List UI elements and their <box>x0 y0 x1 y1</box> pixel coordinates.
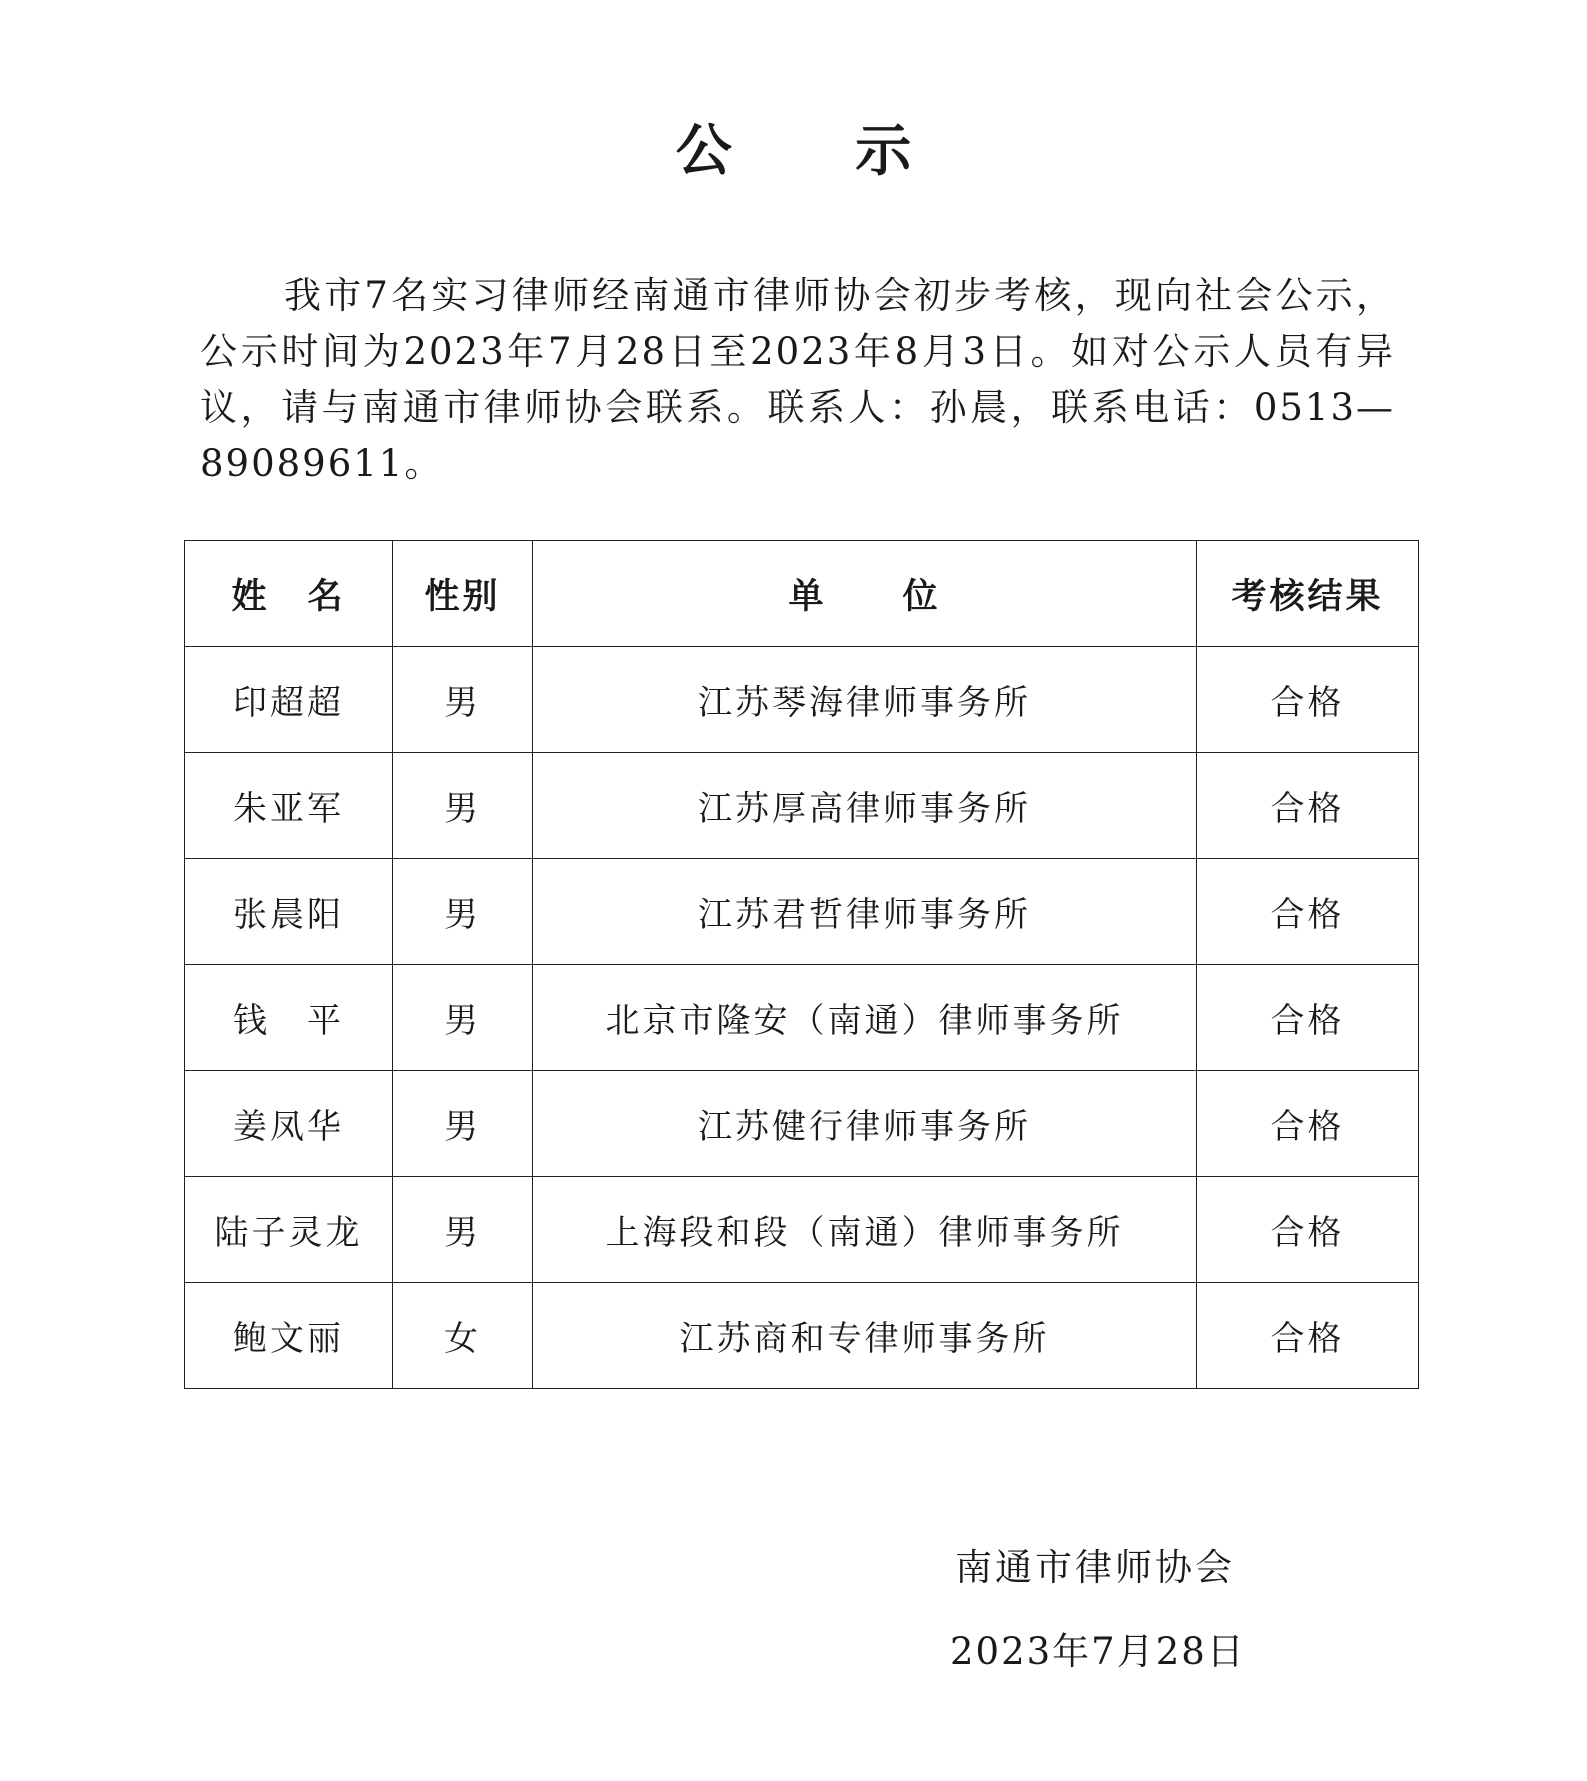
cell-unit: 江苏健行律师事务所 <box>533 1071 1197 1177</box>
cell-result: 合格 <box>1197 965 1419 1071</box>
cell-unit: 北京市隆安（南通）律师事务所 <box>533 965 1197 1071</box>
header-gender: 性别 <box>393 541 533 647</box>
cell-unit: 上海段和段（南通）律师事务所 <box>533 1177 1197 1283</box>
cell-gender: 男 <box>393 859 533 965</box>
cell-name: 朱亚军 <box>185 753 393 859</box>
cell-result: 合格 <box>1197 859 1419 965</box>
signature-date: 2023年7月28日 <box>950 1630 1246 1673</box>
table-row <box>185 1283 1419 1389</box>
cell-gender: 女 <box>393 1283 533 1389</box>
cell-gender: 男 <box>393 1177 533 1283</box>
cell-name: 姜凤华 <box>185 1071 393 1177</box>
results-table <box>184 540 1419 1389</box>
table-row <box>185 647 1419 753</box>
cell-result: 合格 <box>1197 1283 1419 1389</box>
cell-result: 合格 <box>1197 647 1419 753</box>
cell-result: 合格 <box>1197 1177 1419 1283</box>
cell-name: 印超超 <box>185 647 393 753</box>
cell-gender: 男 <box>393 1071 533 1177</box>
cell-name: 张晨阳 <box>185 859 393 965</box>
cell-result: 合格 <box>1197 753 1419 859</box>
intro-paragraph: 我市7名实习律师经南通市律师协会初步考核，现向社会公示，公示时间为2023年7月28日至2023年8月3日。如对公示人员有异议，请与南通市律师协会联系。联系人：孙晨，联系电话：0513—89089611。 <box>200 274 1395 485</box>
cell-unit: 江苏君哲律师事务所 <box>533 859 1197 965</box>
cell-unit: 江苏琴海律师事务所 <box>533 647 1197 753</box>
cell-name: 鲍文丽 <box>185 1283 393 1389</box>
table-row <box>185 1071 1419 1177</box>
cell-gender: 男 <box>393 753 533 859</box>
cell-result: 合格 <box>1197 1071 1419 1177</box>
table-row <box>185 753 1419 859</box>
table-row <box>185 1177 1419 1283</box>
table-row <box>185 859 1419 965</box>
cell-gender: 男 <box>393 647 533 753</box>
cell-unit: 江苏厚高律师事务所 <box>533 753 1197 859</box>
table-row <box>185 965 1419 1071</box>
header-unit: 单 位 <box>533 541 1197 647</box>
header-result: 考核结果 <box>1197 541 1419 647</box>
signature-organization: 南通市律师协会 <box>955 1546 1235 1589</box>
cell-unit: 江苏商和专律师事务所 <box>533 1283 1197 1389</box>
table-header-row <box>185 541 1419 647</box>
header-name: 姓 名 <box>185 541 393 647</box>
cell-name: 钱 平 <box>185 965 393 1071</box>
cell-name: 陆子灵龙 <box>185 1177 393 1283</box>
cell-gender: 男 <box>393 965 533 1071</box>
page-title: 公 示 <box>675 119 964 184</box>
